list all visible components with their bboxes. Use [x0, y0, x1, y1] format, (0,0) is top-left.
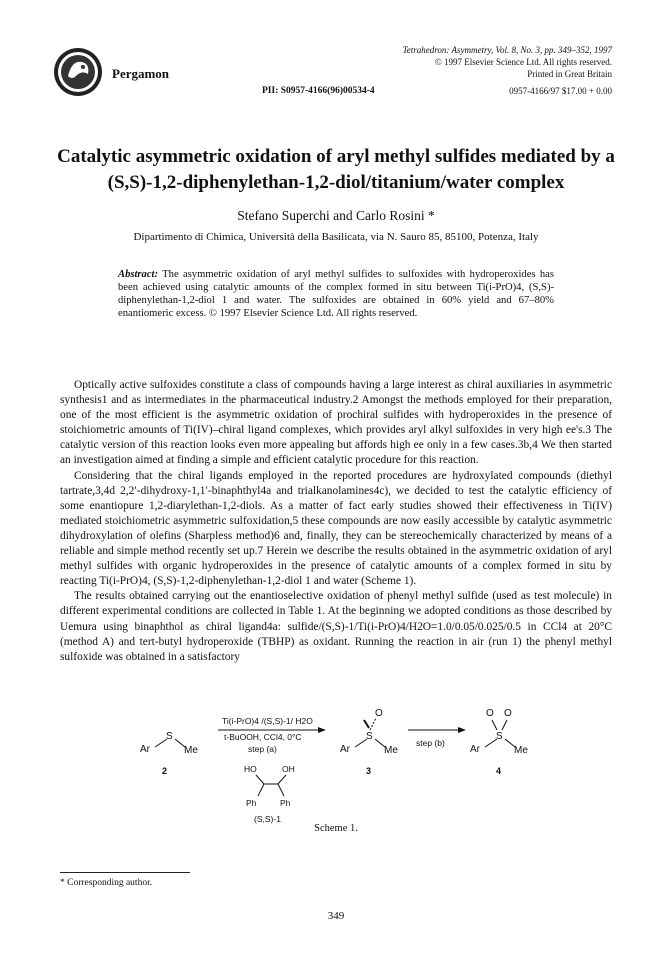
abstract-label: Abstract:	[118, 269, 159, 280]
ligand-structure	[244, 764, 295, 824]
compound-4-me: Me	[514, 745, 528, 756]
publisher-name: Pergamon	[112, 66, 170, 81]
page-number: 349	[327, 910, 345, 922]
reagent-top: Ti(i-PrO)4 /(S,S)-1/ H2O	[222, 716, 313, 726]
ligand-ho: HO	[244, 764, 257, 774]
compound-2-s: S	[166, 731, 173, 742]
compound-3-me: Me	[384, 745, 398, 756]
pergamon-logo-icon	[52, 46, 104, 98]
title-line-1: Catalytic asymmetric oxidation of aryl methyl sulfides mediated by a	[57, 146, 615, 167]
compound-4-label: 4	[496, 766, 502, 776]
step-b-arrow	[408, 727, 466, 748]
authors: Stefano Superchi and Carlo Rosini *	[237, 208, 435, 223]
step-a-label: step (a)	[248, 744, 277, 754]
compound-4-o-left: O	[486, 708, 494, 719]
compound-3-o: O	[375, 708, 383, 719]
abstract	[118, 268, 554, 320]
journal-meta	[312, 44, 612, 80]
title-line-2: (S,S)-1,2-diphenylethan-1,2-diol/titanium/water complex	[107, 172, 565, 193]
pii-line: PII: S0957-4166(96)00534-4	[262, 86, 375, 96]
compound-4-ar: Ar	[470, 744, 480, 755]
footnote: * Corresponding author.	[60, 878, 153, 888]
ligand-oh: OH	[282, 764, 295, 774]
compound-4-o-right: O	[504, 708, 512, 719]
copyright-line: © 1997 Elsevier Science Ltd. All rights reserved.	[434, 57, 612, 67]
body-text	[60, 378, 612, 665]
article-title	[50, 144, 622, 196]
compound-2-structure	[140, 731, 198, 776]
compound-3-label: 3	[366, 766, 372, 776]
paragraph-3: The results obtained carrying out the enantioselective oxidation of phenyl methyl sulfide (used as test molecule) in different experimental conditions are collected in Table 1. At the beginning we adopted conditions as those described by Uemura using binaphthol as chiral ligand4a: sulfide/(S,S)-1/Ti(i-PrO)4/H2O=1.0/0.05/0.025/0.5 in CCl4 at 20°C (method A) and tert-butyl hydroperoxide (TBHP) as oxidant. Running the reaction in air (run 1) the phenyl methyl sulfoxide was obtained in a satisfactory	[60, 590, 612, 663]
compound-3-s: S	[366, 731, 373, 742]
ligand-ph-right: Ph	[280, 798, 291, 808]
scheme-1-diagram	[140, 702, 540, 842]
compound-3-structure	[340, 708, 398, 776]
step-b-label: step (b)	[416, 738, 445, 748]
compound-4-s: S	[496, 731, 503, 742]
ligand-ph-left: Ph	[246, 798, 257, 808]
affiliation: Dipartimento di Chimica, Università della Basilicata, via N. Sauro 85, 85100, Potenza, Italy	[133, 231, 539, 243]
step-a-arrow	[218, 716, 326, 754]
printed-line: Printed in Great Britain	[527, 69, 612, 79]
abstract-text: The asymmetric oxidation of aryl methyl sulfides to sulfoxides with hydroperoxides has been achieved using catalytic amounts of the complex formed in situ between Ti(i-PrO)4, (S,S)-diphenylethan-1,2-diol 1 and water. The sulfoxides are obtained in 60% yield and 67–80% enantiomeric excess. © 1997 Elsevier Science Ltd. All rights reserved.	[118, 269, 554, 319]
compound-4-structure	[470, 708, 528, 776]
journal-line: Tetrahedron: Asymmetry, Vol. 8, No. 3, pp. 349–352, 1997	[402, 45, 612, 55]
reagent-bottom: t-BuOOH, CCl4, 0°C	[224, 732, 302, 742]
scheme-caption: Scheme 1.	[314, 823, 358, 834]
ligand-label: (S,S)-1	[254, 814, 281, 824]
compound-2-ar: Ar	[140, 744, 150, 755]
compound-2-label: 2	[162, 766, 168, 776]
compound-3-ar: Ar	[340, 744, 350, 755]
paragraph-2: Considering that the chiral ligands employed in the reported procedures are hydroxylated compounds (diethyl tartrate,3,4d 2,2′-dihydroxy-1,1′-binaphthyl4a and trialkanolamines4c), we decided to test the catalytic efficiency of some enantiopure 1,2-diarylethan-1,2-diols. As a matter of fact early studies showed their effectiveness in Ti(IV) mediated stoichiometric asymmetric sulfoxidation,5 these compounds are now easily accessible by catalytic asymmetric dihydroxylation of olefins (Sharpless method)6 and, finally, they can be stereochemically characterized by means of a reliable and simple method recently set up.7 Herein we describe the results obtained in the asymmetric oxidation of aryl methyl sulfides with organic hydroperoxides in the presence of catalytic amounts of a complex formed in situ by reacting Ti(i-PrO)4, (S,S)-1,2-diphenylethan-1,2-diol 1 and water (Scheme 1).	[60, 469, 612, 588]
footnote-divider	[60, 872, 190, 873]
paragraph-1: Optically active sulfoxides constitute a class of compounds having a large interest as chiral auxiliaries in asymmetric synthesis1 and as intermediates in the pharmaceutical industry.2 Amongst the methods employed for their preparation, one of the most efficient is the asymmetric oxidation of prochiral sulfides with hydroperoxides in the presence of stoichiometric amounts of Ti(IV)–chiral ligand complexes, which provides aryl alkyl sulfoxides in very high ee's.3 The catalytic version of this reaction looks even more appealing but affords high ee only in a few cases.3b,4 We then started an investigation aimed at finding a simple and efficient catalytic procedure for this reaction.	[60, 379, 612, 467]
compound-2-me: Me	[184, 745, 198, 756]
issn-line: 0957-4166/97 $17.00 + 0.00	[509, 86, 612, 96]
